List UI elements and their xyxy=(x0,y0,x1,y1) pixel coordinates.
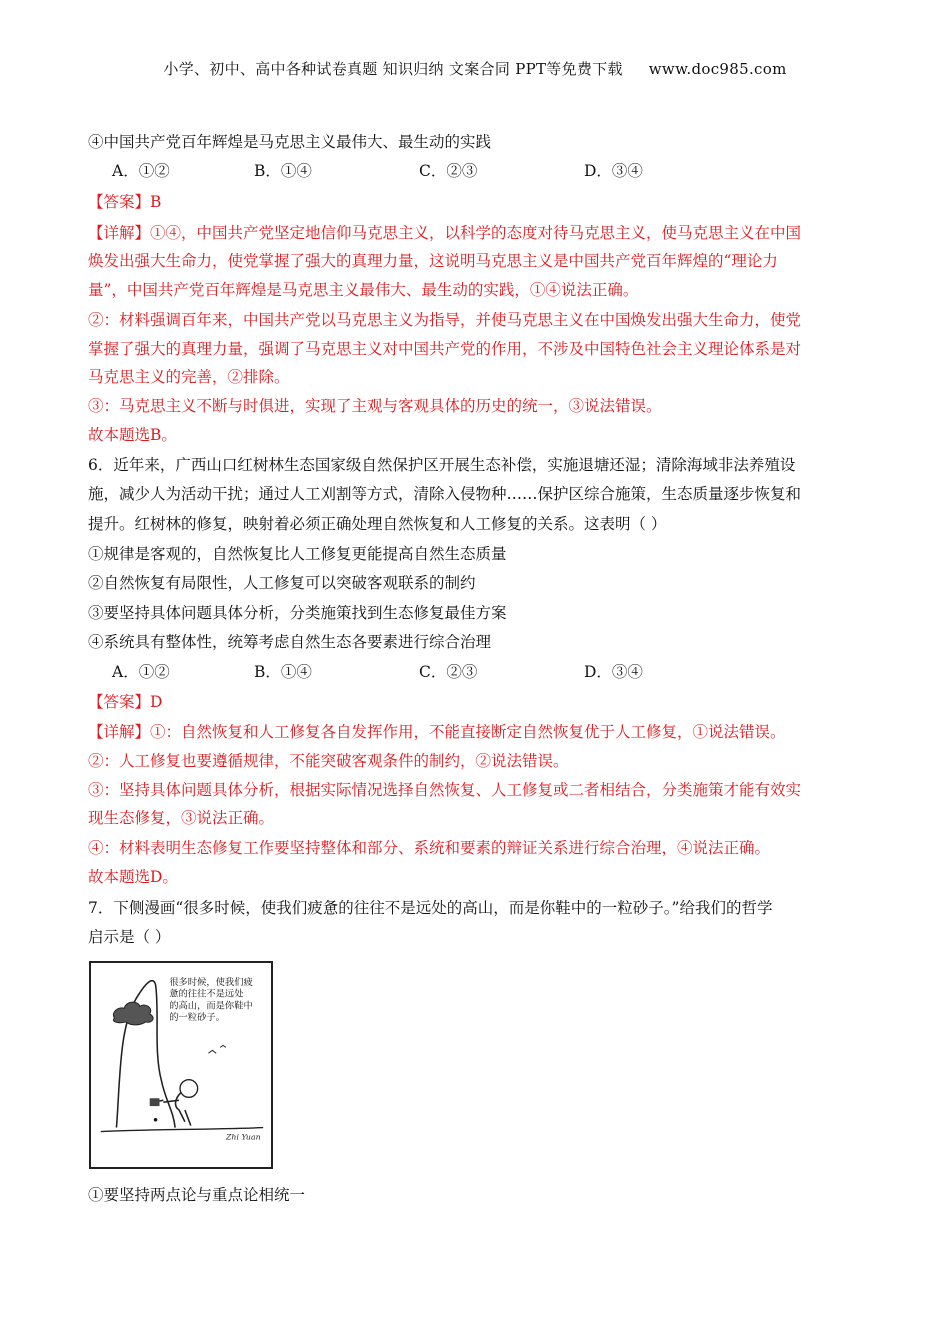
q5-choice-c: C．②③ xyxy=(419,162,478,180)
q7-stem-line: 启示是（ ） xyxy=(88,928,171,946)
cartoon-illustration xyxy=(89,961,273,1169)
q5-answer: 【答案】B xyxy=(88,193,162,211)
q7-option-1: ①要坚持两点论与重点论相统一 xyxy=(88,1186,306,1204)
q6-detail-line: 【详解】①：自然恢复和人工修复各自发挥作用，不能直接断定自然恢复优于人工修复，①说法错误。 xyxy=(88,723,786,741)
header-text: 小学、初中、高中各种试卷真题 知识归纳 文案合同 PPT等免费下载 xyxy=(163,60,623,78)
cartoon-signature: Zhi Yuan xyxy=(225,1132,261,1142)
q5-choice-a: A．①② xyxy=(112,162,170,180)
q5-detail-line: 焕发出强大生命力，使党掌握了强大的真理力量，这说明马克思主义是中国共产党百年辉煌的“理论力 xyxy=(88,252,778,270)
q6-detail-line: ②：人工修复也要遵循规律，不能突破客观条件的制约，②说法错误。 xyxy=(88,752,569,770)
q6-stem-line: 施，减少人为活动干扰；通过人工刈割等方式，清除入侵物种……保护区综合施策，生态质量逐步恢复和 xyxy=(88,485,802,503)
q5-option-4: ④中国共产党百年辉煌是马克思主义最伟大、最生动的实践 xyxy=(88,133,492,151)
q6-option-2: ②自然恢复有局限性，人工修复可以突破客观联系的制约 xyxy=(88,574,476,592)
q6-detail-line: ③：坚持具体问题具体分析，根据实际情况选择自然恢复、人工修复或二者相结合，分类施策才能有效实 xyxy=(88,781,802,799)
q6-answer: 【答案】D xyxy=(88,693,163,711)
cartoon-caption-line: 的一粒砂子。 xyxy=(169,1012,225,1023)
header-url[interactable]: www.doc985.com xyxy=(648,60,787,78)
q5-choice-b: B．①④ xyxy=(254,162,312,180)
cartoon-caption-line: 的高山，而是你鞋中 xyxy=(169,1000,253,1012)
q6-conclusion: 故本题选D。 xyxy=(88,868,178,886)
q6-detail-line: 现生态修复，③说法正确。 xyxy=(88,809,275,827)
q6-choice-b: B．①④ xyxy=(254,663,312,681)
cartoon-caption-line: 惫的往往不是远处 xyxy=(169,988,244,1000)
q6-stem-line: 6．近年来，广西山口红树林生态国家级自然保护区开展生态补偿，实施退塘还湿；清除海域非法养殖设 xyxy=(88,456,796,474)
q6-detail-line: ④：材料表明生态修复工作要坚持整体和部分、系统和要素的辩证关系进行综合治理，④说法正确。 xyxy=(88,839,771,857)
q5-detail-line: 掌握了强大的真理力量，强调了马克思主义对中国共产党的作用，不涉及中国特色社会主义理论体系是对 xyxy=(88,340,802,358)
page-header xyxy=(0,58,950,79)
q6-choice-d: D．③④ xyxy=(584,663,643,681)
q5-detail-line: 量”，中国共产党百年辉煌是马克思主义最伟大、最生动的实践，①④说法正确。 xyxy=(88,281,639,299)
q6-choice-c: C．②③ xyxy=(419,663,478,681)
q5-detail-line: ③：马克思主义不断与时俱进，实现了主观与客观具体的历史的统一，③说法错误。 xyxy=(88,397,662,415)
cartoon-drawing xyxy=(91,963,271,1167)
q5-detail-line: ②：材料强调百年来，中国共产党以马克思主义为指导，并使马克思主义在中国焕发出强大生命力，使党 xyxy=(88,311,802,329)
q6-option-1: ①规律是客观的，自然恢复比人工修复更能提高自然生态质量 xyxy=(88,545,507,563)
q6-stem-line: 提升。红树林的修复，映射着必须正确处理自然恢复和人工修复的关系。这表明（ ） xyxy=(88,515,667,533)
q5-choice-d: D．③④ xyxy=(584,162,643,180)
q6-choice-a: A．①② xyxy=(112,663,170,681)
q6-option-4: ④系统具有整体性，统筹考虑自然生态各要素进行综合治理 xyxy=(88,633,492,651)
q5-detail-line: 马克思主义的完善，②排除。 xyxy=(88,368,290,386)
q5-conclusion: 故本题选B。 xyxy=(88,426,177,444)
q5-detail-line: 【详解】①④，中国共产党坚定地信仰马克思主义，以科学的态度对待马克思主义，使马克思主义在中国 xyxy=(88,224,802,242)
q7-stem-line: 7．下侧漫画“很多时候，使我们疲惫的往往不是远处的高山，而是你鞋中的一粒砂子。”给我们的哲学 xyxy=(88,899,773,917)
cartoon-caption-line: 很多时候，使我们疲 xyxy=(169,976,253,988)
q6-option-3: ③要坚持具体问题具体分析，分类施策找到生态修复最佳方案 xyxy=(88,604,507,622)
